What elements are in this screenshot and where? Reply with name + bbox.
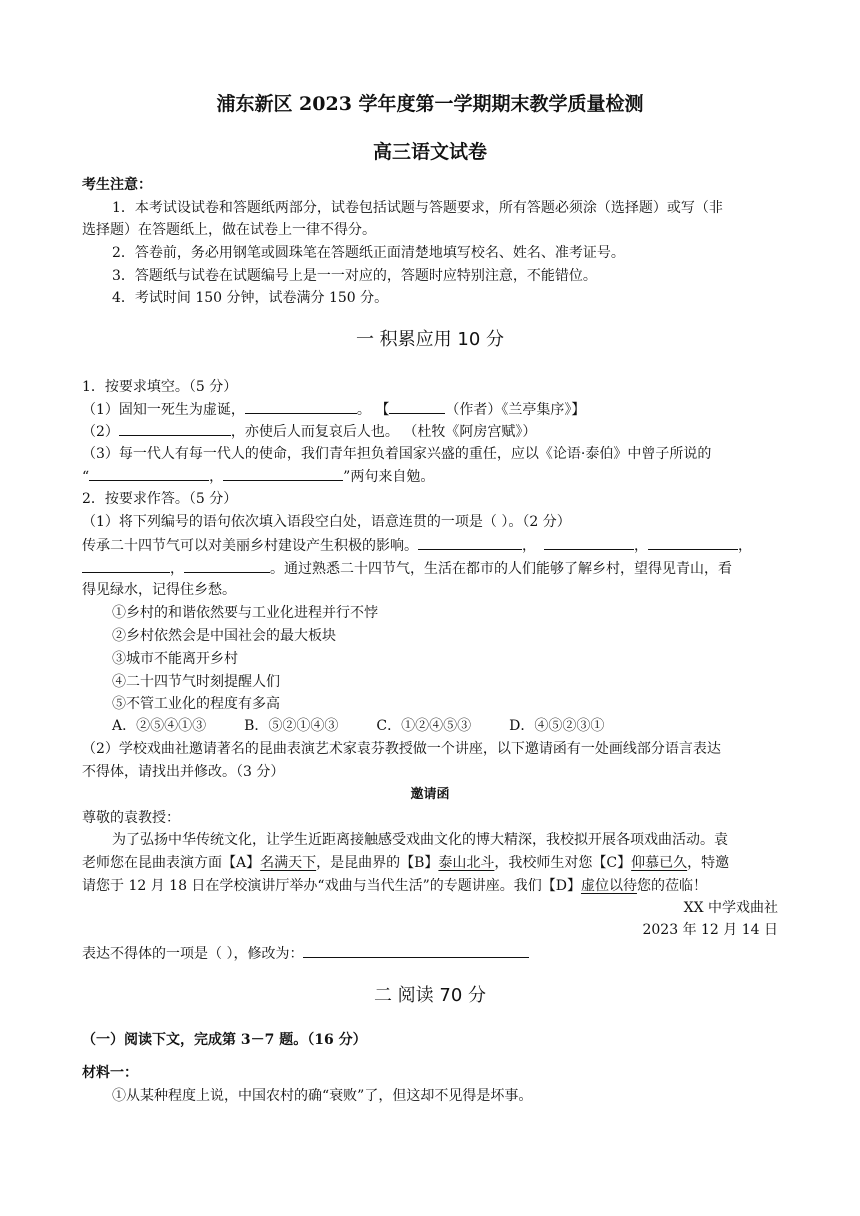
exam-subtitle: 高三语文试卷 [372,141,487,163]
q1-p1-text-b: 。 【 [356,402,390,418]
q2-options [112,716,642,736]
q2-stem: 2．按要求作答。（5 分） [82,491,238,507]
q2-paragraph-line-3: 得见绿水，记得住乡愁。 [82,582,236,598]
letter-title: 邀请函 [410,787,450,802]
q2-answer-text: 表达不得体的一项是（ ），修改为： [82,946,304,962]
q2-blank-1[interactable] [418,535,522,550]
notice-item-2: 2．答卷前，务必用钢笔或圆珠笔在答题纸正面清楚地填写校名、姓名、准考证号。 [112,245,625,261]
q2-paragraph-line-1: 传承二十四节气可以对美丽乡村建设产生积极的影响。 ， ， ， [82,535,752,556]
q2-para-text-1: 传承二十四节气可以对美丽乡村建设产生积极的影响。 [82,538,418,554]
notice-heading: 考生注意： [82,177,152,193]
underlined-phrase-a: 名满天下 [260,855,317,871]
q1-p1-text-c: （作者）《兰亭集序》】 [445,402,586,418]
q2-part-1-stem: （1）将下列编号的语句依次填入语段空白处，语意连贯的一项是（ ）。（2 分） [82,514,571,530]
q2-item-5: ⑤不管工业化的程度有多高 [112,696,280,712]
q1-p2-text-b: ，亦使后人而复哀后人也。 （杜牧《阿房宫赋》） [230,424,537,440]
q1-part-3-line-1: （3）每一代人有每一代人的使命，我们青年担负着国家兴盛的重任，应以《论语·泰伯》中曾子所说的 [82,446,712,462]
underlined-phrase-c: 仰慕已久 [631,855,688,871]
notice-item-4: 4．考试时间 150 分钟，试卷满分 150 分。 [112,290,389,306]
q1-p1-author-blank[interactable] [389,399,445,414]
q2-blank-3[interactable] [648,535,738,550]
q1-p1-blank-line[interactable] [245,399,357,414]
q2-blank-2[interactable] [544,535,634,550]
letter-body-line-2 [82,853,729,873]
q2-option-a[interactable]: A．②⑤④①③ [112,718,207,734]
letter-date: 2023 年 12 月 14 日 [642,922,778,938]
letter-text: 老师您在昆曲表演方面【A】 [82,855,261,871]
q2-para-text-2: 。通过熟悉二十四节气，生活在都市的人们能够了解乡村，望得见青山，看 [270,561,732,577]
section-1-heading: 一 积累应用 10 分 [355,329,505,350]
q2-blank-5[interactable] [184,558,270,573]
notice-item-1-line-1: 1．本考试设试卷和答题纸两部分，试卷包括试题与答题要求，所有答题必须涂（选择题）或写（非 [112,200,723,216]
letter-text: 请您于 12 月 18 日在学校演讲厅举办“戏曲与当代生活”的专题讲座。我们【D】 [82,878,581,894]
q2-option-d[interactable]: D．④⑤②③① [509,718,605,734]
q1-part-3-line-2 [82,466,434,487]
q1-p3-text-a: “ [82,469,90,485]
letter-signature: XX 中学戏曲社 [683,900,778,916]
q1-p2-text-a: （2） [82,424,119,440]
section-2-heading: 二 阅读 70 分 [373,985,487,1006]
q2-item-2: ②乡村依然会是中国社会的最大板块 [112,628,336,644]
q1-p3-blank-1[interactable] [89,466,209,481]
letter-body-line-3 [82,876,707,896]
q2-option-c[interactable]: C．①②④⑤③ [376,718,472,734]
letter-body-line-1: 为了弘扬中华传统文化，让学生近距离接触感受戏曲文化的博大精深，我校拟开展各项戏曲活动。袁 [112,832,728,848]
q2-part-2-line-1: （2）学校戏曲社邀请著名的昆曲表演艺术家袁芬教授做一个讲座，以下邀请函有一处画线部分语言表达 [82,741,721,757]
exam-title: 浦东新区 2023 学年度第一学期期末教学质量检测 [216,93,644,115]
q1-part-2 [82,421,536,442]
material-1-paragraph-1: ①从某种程度上说，中国农村的确“衰败”了，但这却不见得是坏事。 [112,1088,533,1104]
q2-answer-blank[interactable] [303,943,529,958]
letter-text: ，我校师生对您【C】 [494,855,632,871]
q2-answer-line [82,943,529,964]
q1-p3-blank-2[interactable] [223,466,343,481]
q2-item-3: ③城市不能离开乡村 [112,651,238,667]
letter-text: ，是昆曲界的【B】 [316,855,439,871]
q2-part-2-line-2: 不得体，请找出并修改。（3 分） [82,764,285,780]
q1-part-1 [82,399,585,420]
q1-p3-text-c: ”两句来自勉。 [343,469,435,485]
notice-item-1-line-2: 选择题）在答题纸上，做在试卷上一律不得分。 [82,222,376,238]
q2-item-4: ④二十四节气时刻提醒人们 [112,674,280,690]
q2-blank-4[interactable] [82,558,170,573]
letter-salutation: 尊敬的袁教授： [82,810,180,826]
letter-text: 您的莅临！ [636,878,707,894]
q1-p3-text-b: ， [209,469,224,485]
letter-text: ，特邀 [687,855,730,871]
q2-paragraph-line-2: ， 。通过熟悉二十四节气，生活在都市的人们能够了解乡村，望得见青山，看 [82,558,732,579]
q1-p2-blank-line[interactable] [119,421,231,436]
notice-item-3: 3．答题纸与试卷在试题编号上是一一对应的，答题时应特别注意，不能错位。 [112,268,597,284]
underlined-phrase-d: 虚位以待 [580,878,637,894]
q1-p1-text-a: （1）固知一死生为虚诞， [82,402,245,418]
material-1-label: 材料一： [82,1065,138,1081]
q1-stem: 1．按要求填空。（5 分） [82,379,238,395]
q2-option-b[interactable]: B．⑤②①④③ [244,718,339,734]
q2-item-1: ①乡村的和谐依然要与工业化进程并行不悖 [112,605,378,621]
reading-part-1-heading: （一）阅读下文，完成第 3－7 题。（16 分） [82,1032,367,1048]
underlined-phrase-b: 泰山北斗 [438,855,495,871]
